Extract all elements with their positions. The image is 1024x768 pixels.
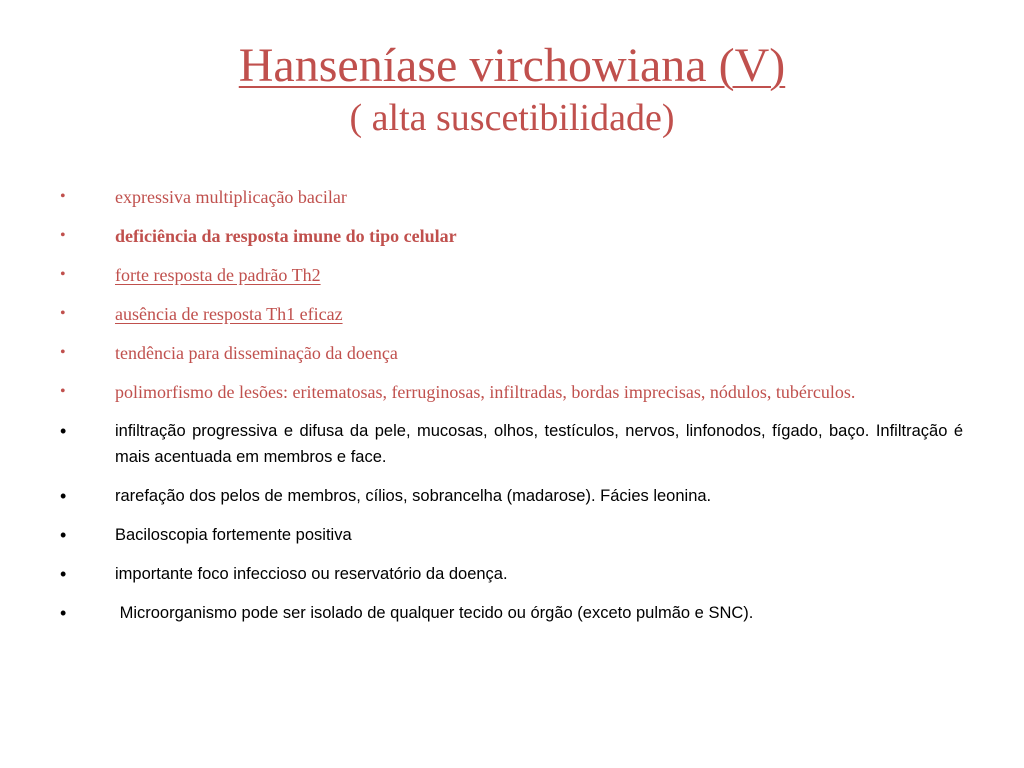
bullet-item [57,418,963,470]
bullet-text: ausência de resposta Th1 eficaz [115,304,343,324]
title-block [0,38,1024,142]
slide-title: Hanseníase virchowiana (V) [238,39,786,92]
bullet-text: rarefação dos pelos de membros, cílios, sobrancelha (madarose). Fácies leonina. [115,487,712,505]
bullet-text: polimorfismo de lesões: eritematosas, ferruginosas, infiltradas, bordas imprecisas, nódulos, tubérculos. [115,382,856,402]
bullet-dot-icon: • [60,188,66,205]
bullet-item [57,600,963,626]
bullet-dot-icon: • [60,486,67,506]
bullet-item [57,340,963,366]
bullet-item [57,483,963,509]
bullet-text: forte resposta de padrão Th2 [115,265,321,285]
bullet-item [57,301,963,327]
bullet-item [57,561,963,587]
bullet-dot-icon: • [60,525,67,545]
bullet-item [57,522,963,548]
bullet-dot-icon: • [60,266,66,283]
bullet-dot-icon: • [60,227,66,244]
slide-subtitle: ( alta suscetibilidade) [349,97,675,139]
bullet-text: Baciloscopia fortemente positiva [115,526,352,544]
bullet-dot-icon: • [60,421,67,441]
bullet-text: importante foco infeccioso ou reservatório da doença. [115,565,508,583]
bullet-text: expressiva multiplicação bacilar [115,187,347,207]
bullet-item [57,379,963,405]
bullet-item [57,184,963,210]
bullet-text: deficiência da resposta imune do tipo celular [115,226,457,246]
bullet-dot-icon: • [60,305,66,322]
bullet-dot-icon: • [60,344,66,361]
bullet-dot-icon: • [60,603,67,623]
bullet-item [57,262,963,288]
bullet-text: Microorganismo pode ser isolado de qualquer tecido ou órgão (exceto pulmão e SNC). [115,604,754,622]
bullet-dot-icon: • [60,564,67,584]
bullet-text: infiltração progressiva e difusa da pele, mucosas, olhos, testículos, nervos, linfonodos, fígado, baço. Infiltração é mais acentuada em membros e face. [115,422,963,466]
bullet-text: tendência para disseminação da doença [115,343,398,363]
bullet-list [57,184,963,639]
bullet-item [57,223,963,249]
bullet-dot-icon: • [60,383,66,400]
